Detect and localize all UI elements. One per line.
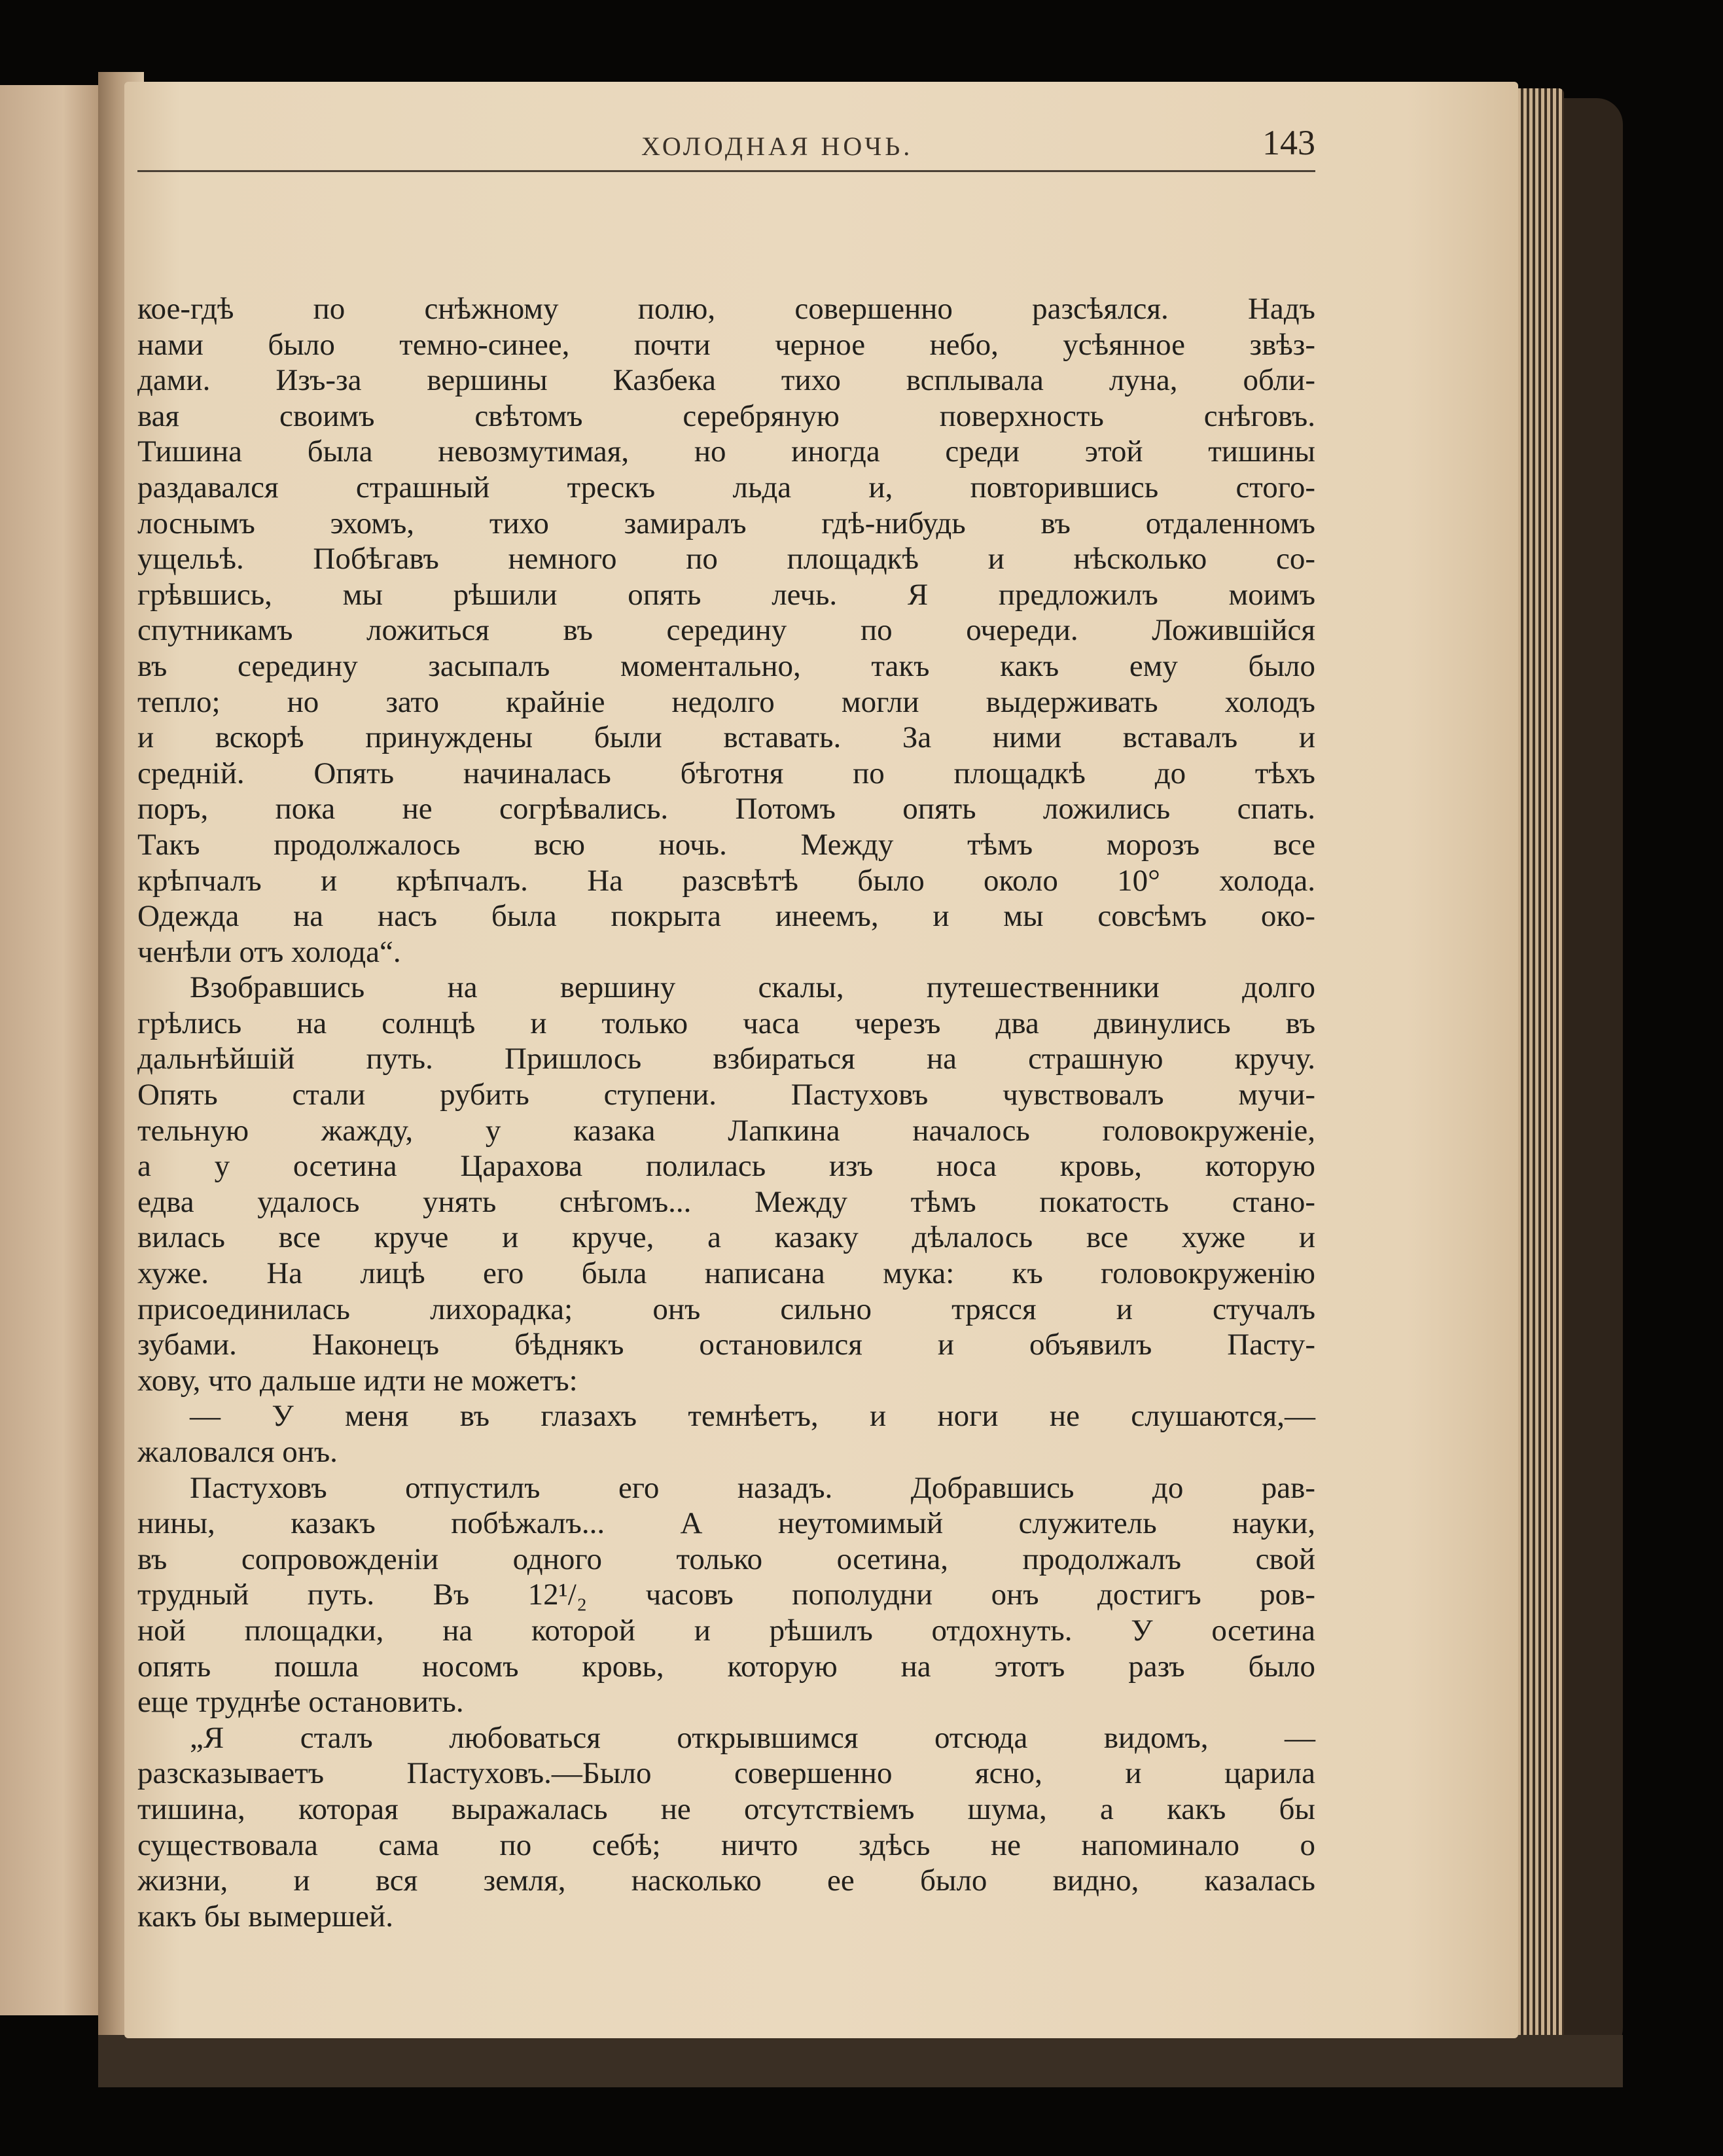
text-line: — У меня въ глазахъ темнѣетъ, и ноги не слушаются,— bbox=[190, 1399, 1315, 1434]
page-edges bbox=[1512, 88, 1564, 2058]
text-line: дами. Изъ-за вершины Казбека тихо всплывала луна, обли- bbox=[137, 363, 1315, 398]
running-title: ХОЛОДНАЯ НОЧЬ. bbox=[641, 132, 914, 161]
text-line: средній. Опять начиналась бѣготня по площадкѣ до тѣхъ bbox=[137, 756, 1315, 790]
text-line: крѣпчалъ и крѣпчалъ. На разсвѣтѣ было около 10° холода. bbox=[137, 863, 1315, 898]
text-line: существовала сама по себѣ; ничто здѣсь не напоминало о bbox=[137, 1828, 1315, 1862]
text-line: жизни, и вся земля, насколько ее было видно, казалась bbox=[137, 1864, 1315, 1898]
page-header bbox=[137, 115, 1315, 167]
text-line: опять пошла носомъ кровь, которую на этотъ разъ было bbox=[137, 1649, 1315, 1684]
text-line: Одежда на насъ была покрыта инеемъ, и мы совсѣмъ око- bbox=[137, 899, 1315, 934]
text-line: раздавался страшный трескъ льда и, повторившись стого- bbox=[137, 470, 1315, 504]
text-line: зубами. Наконецъ бѣднякъ остановился и объявилъ Пасту- bbox=[137, 1328, 1315, 1362]
text-line: какъ бы вымершей. bbox=[137, 1899, 393, 1934]
text-line: въ сопровожденіи одного только осетина, продолжалъ свой bbox=[137, 1542, 1315, 1576]
text-line: кое-гдѣ по снѣжному полю, совершенно разсѣялся. Надъ bbox=[137, 292, 1315, 326]
text-line: еще труднѣе остановить. bbox=[137, 1685, 464, 1720]
text-line: трудный путь. Въ 12¹/₂ часовъ пополудни онъ достигъ ров- bbox=[137, 1578, 1315, 1612]
text-line: тепло; но зато крайніе недолго могли выдерживать холодъ bbox=[137, 684, 1315, 719]
text-line: въ середину засыпалъ моментально, такъ какъ ему было bbox=[137, 648, 1315, 683]
text-line: нины, казакъ побѣжалъ... А неутомимый служитель науки, bbox=[137, 1506, 1315, 1541]
text-line: тишина, которая выражалась не отсутствіемъ шума, а какъ бы bbox=[137, 1792, 1315, 1826]
text-line: и вскорѣ принуждены были вставать. За ними вставалъ и bbox=[137, 720, 1315, 755]
page-body bbox=[137, 291, 1315, 1934]
text-line: Взобравшись на вершину скалы, путешественники долго bbox=[190, 970, 1315, 1005]
text-line: тельную жажду, у казака Лапкина началось головокруженіе, bbox=[137, 1113, 1315, 1148]
text-line: грѣвшись, мы рѣшили опять лечь. Я предложилъ моимъ bbox=[137, 577, 1315, 612]
text-line: хуже. На лицѣ его была написана мука: къ головокруженію bbox=[137, 1256, 1315, 1291]
header-rule bbox=[137, 170, 1315, 172]
text-line: ущельѣ. Побѣгавъ немного по площадкѣ и нѣсколько со- bbox=[137, 542, 1315, 576]
text-line: Опять стали рубить ступени. Пастуховъ чувствовалъ мучи- bbox=[137, 1078, 1315, 1112]
text-line: вая своимъ свѣтомъ серебряную поверхность снѣговъ. bbox=[137, 398, 1315, 433]
text-line: едва удалось унять снѣгомъ... Между тѣмъ покатость стано- bbox=[137, 1184, 1315, 1219]
page-number: 143 bbox=[1262, 123, 1315, 162]
text-line: а у осетина Царахова полилась изъ носа кровь, которую bbox=[137, 1149, 1315, 1184]
text-line: присоединилась лихорадка; онъ сильно трясся и стучалъ bbox=[137, 1292, 1315, 1326]
text-line: Такъ продолжалось всю ночь. Между тѣмъ морозъ все bbox=[137, 827, 1315, 862]
text-line: хову, что дальше идти не можетъ: bbox=[137, 1363, 578, 1398]
text-line: Пастуховъ отпустилъ его назадъ. Добравшись до рав- bbox=[190, 1470, 1315, 1505]
text-line: поръ, пока не согрѣвались. Потомъ опять ложились спать. bbox=[137, 792, 1315, 826]
left-page-edge bbox=[0, 85, 115, 2015]
text-line: нами было темно-синее, почти черное небо, усѣянное звѣз- bbox=[137, 327, 1315, 362]
text-line: вилась все круче и круче, а казаку дѣлалось все хуже и bbox=[137, 1220, 1315, 1255]
book-cover-bottom bbox=[98, 2035, 1623, 2087]
text-line: разсказываетъ Пастуховъ.—Было совершенно ясно, и царила bbox=[137, 1756, 1315, 1791]
text-line: спутникамъ ложиться въ середину по очереди. Ложившійся bbox=[137, 613, 1315, 648]
text-line: ной площадки, на которой и рѣшилъ отдохнуть. У осетина bbox=[137, 1613, 1315, 1648]
text-line: „Я сталъ любоваться открывшимся отсюда видомъ, — bbox=[190, 1720, 1315, 1755]
text-line: Тишина была невозмутимая, но иногда среди этой тишины bbox=[137, 434, 1315, 469]
text-line: лоснымъ эхомъ, тихо замиралъ гдѣ-нибудь въ отдаленномъ bbox=[137, 506, 1315, 540]
text-line: дальнѣйшій путь. Пришлось взбираться на страшную кручу. bbox=[137, 1042, 1315, 1076]
text-line: жаловался онъ. bbox=[137, 1435, 338, 1469]
text-line: грѣлись на солнцѣ и только часа черезъ два двинулись въ bbox=[137, 1006, 1315, 1040]
text-line: ченѣли отъ холода“. bbox=[137, 934, 401, 969]
